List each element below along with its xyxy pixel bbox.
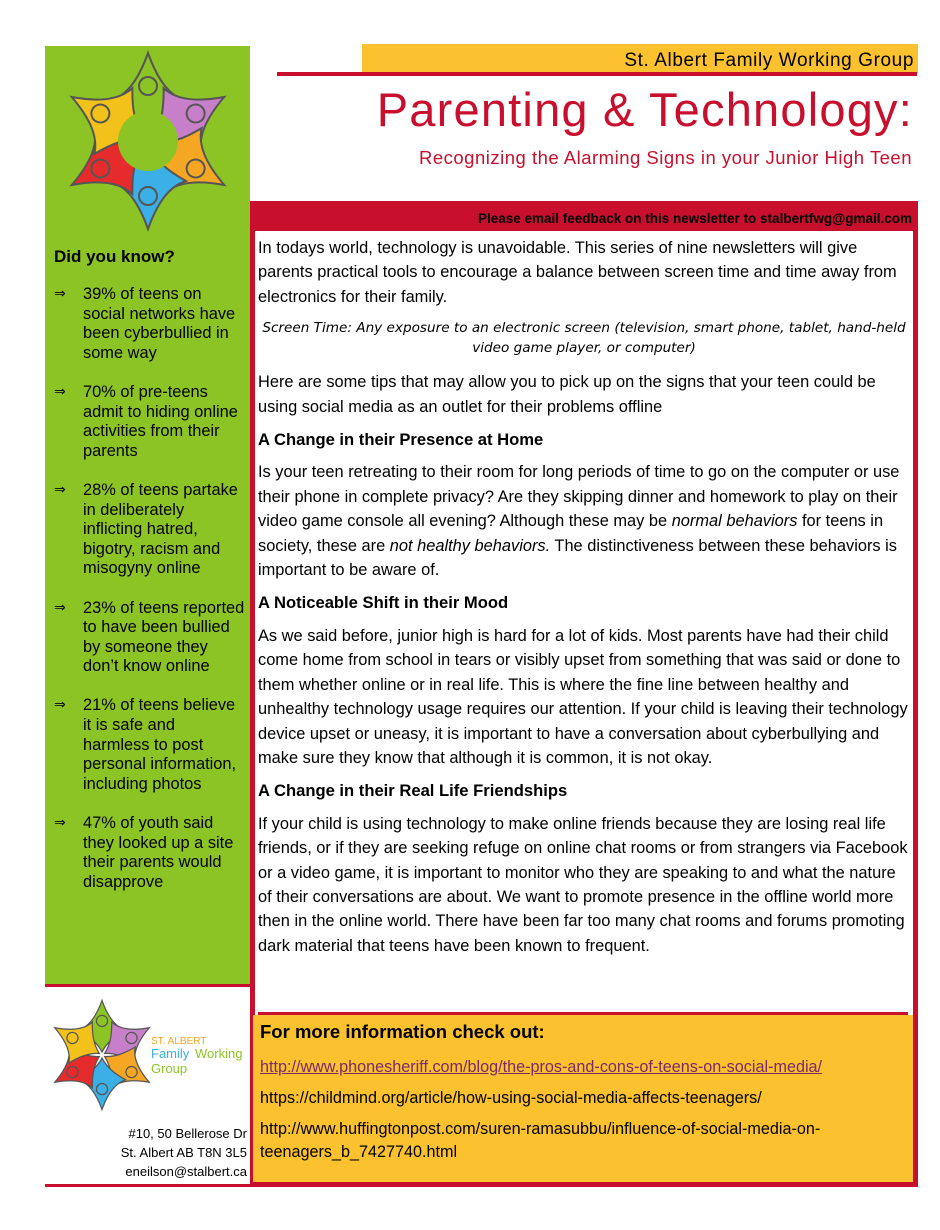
resource-link[interactable]: http://www.phonesheriff.com/blog/the-pros-and-cons-of-teens-on-social-media/ bbox=[260, 1058, 823, 1076]
list-item bbox=[54, 383, 246, 461]
list-item bbox=[54, 599, 246, 677]
stat-text: 28% of teens partake in deliberately inflicting hatred, bigotry, racism and misogyny online bbox=[83, 480, 238, 578]
article-body bbox=[258, 236, 910, 967]
list-item bbox=[54, 285, 246, 363]
divider bbox=[277, 72, 917, 76]
logo-line2a: Family bbox=[151, 1046, 190, 1061]
divider bbox=[45, 984, 250, 987]
section-heading: A Change in their Real Life Friendships bbox=[258, 781, 568, 801]
list-item bbox=[54, 481, 246, 579]
page-title: Parenting & Technology: bbox=[376, 83, 913, 136]
screen-time-definition: Screen Time: Any exposure to an electronic screen (television, smart phone, tablet, hand-held video game player, or computer) bbox=[262, 320, 906, 357]
stat-text: 23% of teens reported to have been bullied by someone they don’t know online bbox=[83, 598, 245, 676]
address-city: St. Albert AB T8N 3L5 bbox=[120, 1145, 247, 1160]
stats-list bbox=[54, 285, 246, 912]
stat-text: 39% of teens on social networks have been cyberbullied in some way bbox=[83, 285, 236, 362]
logo-line2b: Working bbox=[195, 1046, 243, 1061]
divider bbox=[45, 1184, 918, 1187]
stat-text: 47% of youth said they looked up a site their parents would disapprove bbox=[83, 814, 234, 891]
family-working-group-logo bbox=[47, 994, 247, 1116]
arrow-right-icon: ⇒ bbox=[54, 481, 66, 498]
did-you-know-heading: Did you know? bbox=[54, 247, 175, 266]
org-name: St. Albert Family Working Group bbox=[624, 50, 914, 71]
address-email: eneilson@stalbert.ca bbox=[125, 1164, 247, 1179]
more-info-heading: For more information check out: bbox=[260, 1021, 545, 1042]
stat-text: 70% of pre-teens admit to hiding online activities from their parents bbox=[83, 382, 238, 460]
family-logo-icon bbox=[53, 46, 243, 236]
logo-line1: ST. ALBERT bbox=[151, 1036, 207, 1047]
arrow-right-icon: ⇒ bbox=[54, 599, 66, 616]
feedback-banner: Please email feedback on this newsletter to stalbertfwg@gmail.com bbox=[250, 201, 918, 231]
arrow-right-icon: ⇒ bbox=[54, 383, 66, 400]
list-item bbox=[54, 696, 246, 794]
logo-line3: Group bbox=[151, 1061, 188, 1076]
tips-intro: Here are some tips that may allow you to pick up on the signs that your teen could be using social media as an outlet for their problems offline bbox=[258, 373, 876, 416]
page-subtitle: Recognizing the Alarming Signs in your Junior High Teen bbox=[418, 147, 912, 168]
section-paragraph: Is your teen retreating to their room for long periods of time to go on the computer or use their phone in complete privacy? Are they skipping dinner and homework to play on their video game console all evening? Although these may be normal behaviors for teens in society, these are not healthy behaviors. The distinctiveness between these behaviors is important to be aware of. bbox=[258, 463, 900, 580]
stat-text: 21% of teens believe it is safe and harmless to post personal information, including photos bbox=[83, 696, 237, 793]
arrow-right-icon: ⇒ bbox=[54, 697, 66, 714]
address-block bbox=[60, 1124, 247, 1181]
list-item bbox=[54, 814, 246, 892]
section-paragraph: As we said before, junior high is hard for a lot of kids. Most parents have had their child come home from school in tears or visibly upset from something that was said or done to them whether online or in real life. This is where the fine line between healthy and unhealthy technology usage requires our attention. If your child is leaving their technology device upset or uneasy, it is important to have a conversation about cyberbullying and make sure they know that although it is common, it is not okay. bbox=[258, 626, 908, 767]
address-street: #10, 50 Bellerose Dr bbox=[128, 1126, 247, 1141]
section-heading: A Change in their Presence at Home bbox=[258, 430, 544, 450]
section-heading: A Noticeable Shift in their Mood bbox=[258, 593, 509, 613]
intro-paragraph: In todays world, technology is unavoidable. This series of nine newsletters will give parents practical tools to encourage a balance between screen time and time away from electronics for their family. bbox=[258, 239, 897, 306]
resource-link[interactable]: https://childmind.org/article/how-using-social-media-affects-teenagers/ bbox=[260, 1089, 762, 1107]
resource-link[interactable]: http://www.huffingtonpost.com/suren-ramasubbu/influence-of-social-media-on-teenagers_b_7427740.html bbox=[260, 1120, 821, 1161]
arrow-right-icon: ⇒ bbox=[54, 815, 66, 832]
more-info-box bbox=[253, 1015, 913, 1182]
arrow-right-icon: ⇒ bbox=[54, 286, 66, 302]
section-paragraph: If your child is using technology to make online friends because they are losing real life friends, or if they are seeking refuge on online chat rooms or from strangers via Facebook or a video game, it is important to monitor who they are speaking to and what the nature of their conversations are about. We want to promote presence in the offline world more then in the online world. There have been far too many chat rooms and forums promoting dark material that teens have been known to frequent. bbox=[258, 814, 908, 955]
